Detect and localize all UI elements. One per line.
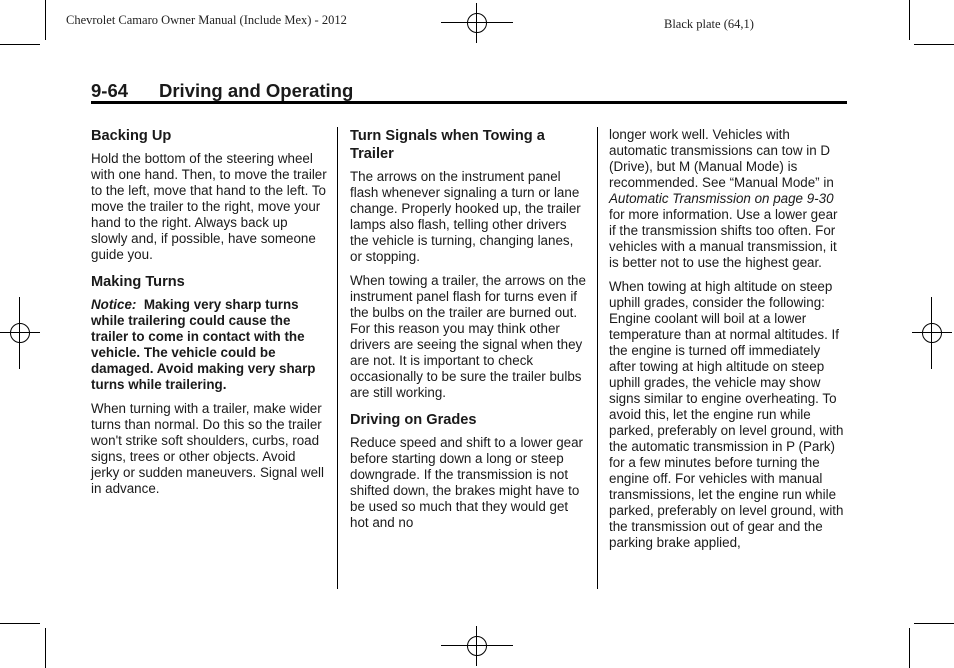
heading-making-turns: Making Turns	[91, 274, 185, 290]
paragraph-backing-up: Hold the bottom of the steering wheel with one hand. Then, to move the trailer to the left, move that hand to the left. To move the trailer to the right, move your hand to the right. Always back up slowly and, if possible, have someone guide you.	[91, 151, 327, 262]
column-2	[350, 127, 588, 539]
crop-mark	[0, 623, 40, 624]
paragraph-turn-signals-1: The arrows on the instrument panel flash whenever signaling a turn or lane change. Properly hooked up, the trailer lamps also flash, telling other drivers the vehicle is turning, changing lanes, or stopping.	[350, 169, 581, 264]
crop-mark	[914, 623, 954, 624]
paragraph-making-turns: When turning with a trailer, make wider turns than normal. Do this so the trailer won't strike soft shoulders, curbs, road signs, trees or other objects. Avoid jerky or sudden maneuvers. Signal well in advance.	[91, 401, 324, 496]
notice-block	[91, 297, 327, 393]
header-manual-title: Chevrolet Camaro Owner Manual (Include Mex) - 2012	[66, 13, 347, 27]
registration-mark-bottom	[441, 626, 513, 666]
crop-mark	[0, 44, 40, 45]
column-1	[91, 127, 327, 505]
registration-mark-left	[0, 297, 40, 369]
paragraph-driving-on-grades: Reduce speed and shift to a lower gear before starting down a long or steep downgrade. If the transmission is not shifted down, the brakes might have to be used so much that they would get hot and no	[350, 435, 583, 530]
paragraph-turn-signals-2: When towing a trailer, the arrows on the instrument panel flash for turns even if the bulbs on the trailer are burned out. For this reason you may think other drivers are seeing the signal when they are not. It is important to check occasionally to be sure the trailer bulbs are still working.	[350, 273, 586, 400]
paragraph-high-altitude: When towing at high altitude on steep uphill grades, consider the following: Engine coolant will boil at a lower temperature than at normal altitudes. If the engine is turned off immediately after towing at high altitude on steep uphill grades, the vehicle may show signs similar to engine overheating. To avoid this, let the engine run while parked, preferably on level ground, with the automatic transmission in P (Park) for a few minutes before turning the engine off. For vehicles with manual transmissions, let the engine run while parked, preferably on level ground, with the transmission out of gear and the parking brake applied,	[609, 279, 844, 550]
column-divider	[597, 127, 598, 589]
heading-backing-up: Backing Up	[91, 128, 172, 144]
notice-label: Notice:	[91, 297, 137, 312]
column-divider	[337, 127, 338, 589]
column-3	[609, 127, 845, 559]
crop-mark	[914, 44, 954, 45]
title-rule	[91, 101, 847, 104]
registration-mark-right	[912, 297, 952, 369]
paragraph-continued	[609, 127, 845, 271]
notice-text: Making very sharp turns while trailering could cause the trailer to come in contact with the vehicle. The vehicle could be damaged. Avoid making very sharp turns while trailering.	[91, 297, 316, 392]
header-plate-info: Black plate (64,1)	[664, 17, 754, 31]
crop-mark	[909, 628, 910, 668]
cross-reference-link[interactable]: Automatic Transmission on page 9-30	[609, 191, 834, 206]
page-number: 9-64	[91, 80, 129, 101]
crop-mark	[909, 0, 910, 40]
text-segment: longer work well. Vehicles with automatic transmissions can tow in D (Drive), but M (Manual Mode) is recommended. See “Manual Mode” in	[609, 127, 834, 190]
crop-mark	[45, 0, 46, 40]
section-title: Driving and Operating	[159, 80, 354, 101]
heading-driving-on-grades: Driving on Grades	[350, 412, 477, 428]
crop-mark	[45, 628, 46, 668]
page-title	[91, 80, 353, 102]
registration-mark-top	[441, 3, 513, 43]
heading-turn-signals: Turn Signals when Towing a Trailer	[350, 128, 545, 162]
text-segment: for more information. Use a lower gear if the transmission shifts too often. For vehicles with a manual transmission, it is better not to use the highest gear.	[609, 207, 838, 270]
